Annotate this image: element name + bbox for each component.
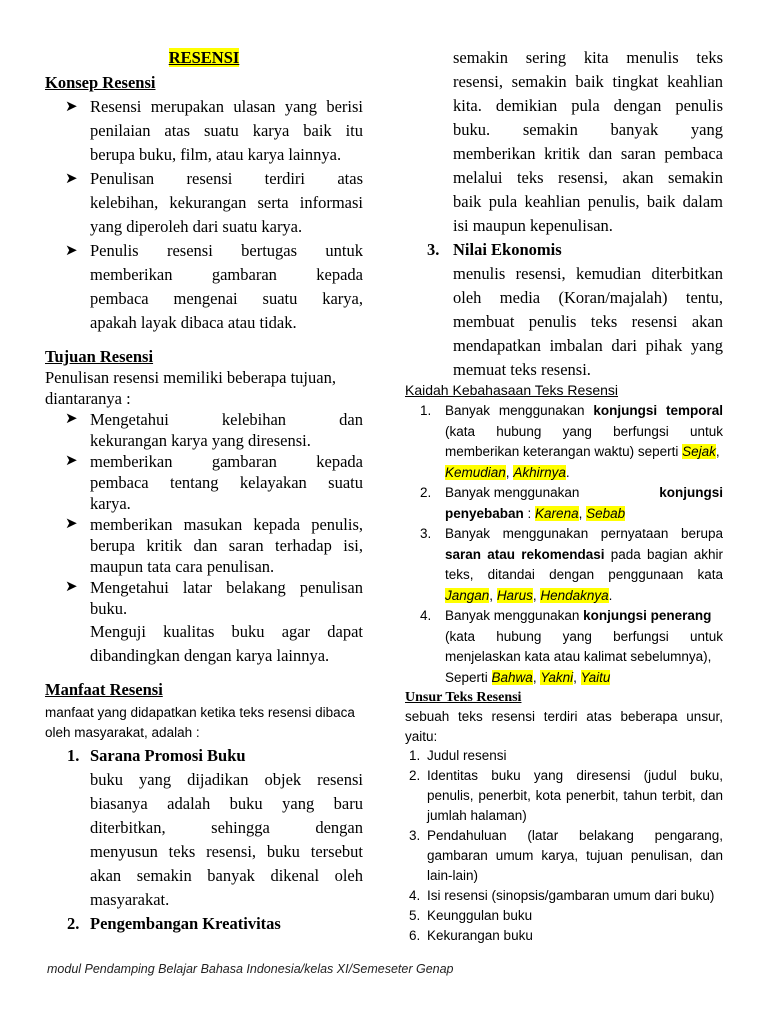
highlight-word: Kemudian [445,464,506,480]
highlight-word: Sebab [586,505,626,521]
manfaat-item-3-title-text: Nilai Ekonomis [453,240,562,259]
tujuan-intro-line-1: Penulisan resensi memiliki beberapa tujuan, [45,368,336,387]
highlight-word: Yakni [540,669,574,685]
tujuan-extra-line-2: dibandingkan dengan karya lainnya. [90,646,330,665]
konsep-item-3-line-1: Penulis resensi bertugas untuk [90,241,363,260]
manfaat-item-2-line-7: baik pula keahlian penulis, baik dalam [453,192,723,211]
tujuan-item-1 [45,409,363,451]
arrowhead-bullet-icon: ➤ [65,171,78,187]
kaidah-item-1-line-4: Kemudian, Akhirnya. [445,464,570,480]
kaidah-item-4-number: 4. [420,608,432,623]
kaidah-list [405,401,723,688]
unsur-list [405,746,723,946]
arrowhead-bullet-icon: ➤ [65,243,78,259]
arrowhead-bullet-icon: ➤ [65,99,78,115]
manfaat-item-1 [45,744,363,936]
kaidah-item-2-line-1 [445,483,723,504]
kaidah-item-3-line-4: Jangan, Harus, Hendaknya. [445,587,613,603]
unsur-item-2-number: 2. [409,768,421,783]
unsur-intro-line-2: yaitu: [405,728,438,744]
kaidah-item-1 [405,401,723,483]
unsur-item-5 [405,906,723,926]
kaidah-item-4-line-2: (kata hubung yang berfungsi untuk [445,628,723,644]
tujuan-section [45,346,363,668]
kaidah-item-3-end: . [608,587,613,603]
kaidah-item-4-keyword: konjungsi penerang [583,608,712,623]
tujuan-item-3 [45,514,363,577]
kaidah-item-2-text: Banyak menggunakan [445,485,580,500]
arrowhead-bullet-icon: ➤ [65,453,78,469]
manfaat-item-3-line-3: membuat penulis teks resensi akan [453,312,723,331]
kaidah-item-4-line-1 [445,606,723,627]
unsur-item-3-line-2: gambaran umum karya, tujuan penulisan, dan [427,848,723,863]
highlight-word: Karena [535,505,579,521]
tujuan-extra-line-1: Menguji kualitas buku agar dapat [90,622,363,641]
unsur-item-1 [405,746,723,766]
kaidah-item-1-line-3 [445,442,723,463]
unsur-item-5-line-1: Keunggulan buku [427,908,533,923]
unsur-item-2-line-3: jumlah halaman) [427,808,527,823]
manfaat-item-1-number: 1. [67,746,80,765]
kaidah-item-4-text: Banyak menggunakan [445,608,584,623]
kaidah-item-4-line-4: Seperti Bahwa, Yakni, Yaitu [445,669,611,685]
unsur-item-6-number: 6. [409,928,421,943]
konsep-item-2-line-3: yang diperoleh dari suatu karya. [90,217,303,236]
manfaat-item-2-title [45,912,363,936]
kaidah-item-1-text: Banyak menggunakan [445,403,594,418]
manfaat-item-2-line-8: isi maupun kepenulisan. [453,216,613,235]
manfaat-section [45,678,363,936]
tujuan-item-4-line-2: buku. [90,599,128,618]
konsep-item-2 [45,167,363,239]
unsur-item-2-line-1: Identitas buku yang diresensi (judul buku, [427,768,723,783]
konsep-heading: Konsep Resensi [45,73,156,92]
page-title [45,46,363,70]
konsep-item-3-line-3: pembaca mengenai suatu karya, [90,289,363,308]
highlight-word: Harus [496,587,533,603]
arrowhead-bullet-icon: ➤ [65,411,78,427]
kaidah-item-1-number: 1. [420,403,432,418]
highlight-word: Bahwa [491,669,533,685]
konsep-item-2-line-1: Penulisan resensi terdiri atas [90,169,363,188]
manfaat-item-1-line-4: menyusun teks resensi, buku tersebut [90,842,363,861]
highlight-word: Yaitu [580,669,611,685]
unsur-item-6 [405,926,723,946]
tujuan-item-1-line-2: kekurangan karya yang diresensi. [90,431,311,450]
kaidah-item-2-line-2: penyebaban : Karena, Sebab [445,505,626,521]
manfaat-item-2-line-6: melalui teks resensi, akan semakin [453,168,723,187]
manfaat-item-1-title [45,744,363,768]
kaidah-item-4-line-3: menjelaskan kata atau kalimat sebelumnya), [445,649,712,664]
kaidah-item-3-keyword: saran atau rekomendasi [445,546,605,562]
manfaat-intro-line-2: oleh masyarakat, adalah : [45,724,200,740]
unsur-item-1-number: 1. [409,748,421,763]
tujuan-item-2-line-3: karya. [90,494,131,513]
arrowhead-bullet-icon: ➤ [65,516,78,532]
unsur-item-3-line-3: lain-lain) [427,868,479,883]
manfaat-item-1-title-text: Sarana Promosi Buku [90,746,246,765]
manfaat-continued [405,46,723,382]
tujuan-item-2-line-1: memberikan gambaran kepada [90,452,363,471]
manfaat-item-2-line-4: buku. semakin banyak yang [453,120,723,139]
tujuan-item-3-line-2: berupa kritik dan saran terhadap isi, [90,536,363,555]
kaidah-item-1-keyword: konjungsi temporal [593,403,723,418]
manfaat-item-1-line-1: buku yang dijadikan objek resensi [90,770,363,789]
manfaat-item-3-line-5: memuat teks resensi. [453,360,591,379]
page-title-text: RESENSI [168,48,240,67]
kaidah-item-1-comma: , [715,444,720,459]
konsep-item-1-line-2: penilaian atas suatu karya baik itu [90,121,363,140]
highlight-word: Hendaknya [540,587,609,603]
tujuan-heading: Tujuan Resensi [45,347,154,366]
unsur-intro [405,707,723,746]
manfaat-item-2-number: 2. [67,914,80,933]
kaidah-item-1-line-2: (kata hubung yang berfungsi untuk [445,423,723,439]
manfaat-item-1-line-2: biasanya adalah buku yang baru [90,794,363,813]
manfaat-item-3-line-4: mendapatkan imbalan dari pihak yang [453,336,723,355]
konsep-item-1 [45,95,363,167]
unsur-intro-line-1: sebuah teks resensi terdiri atas beberapa unsur, [405,709,723,724]
page-footer: modul Pendamping Belajar Bahasa Indonesia/kelas XI/Semeseter Genap [47,962,454,976]
manfaat-item-3-title [405,238,723,262]
kaidah-item-3 [405,524,723,606]
unsur-item-4 [405,886,723,906]
kaidah-item-3-number: 3. [420,526,432,541]
konsep-section [45,71,363,335]
manfaat-intro [45,703,363,742]
kaidah-item-2-keyword: konjungsi [659,485,723,500]
tujuan-extra [45,620,363,668]
unsur-item-6-line-1: Kekurangan buku [427,928,533,943]
highlight-word: Sejak [682,444,716,459]
tujuan-item-3-line-1: memberikan masukan kepada penulis, [90,515,363,534]
unsur-item-2-line-2: penulis, penerbit, kota penerbit, tahun terbit, dan [427,788,723,803]
manfaat-item-3-line-2: oleh media (Koran/majalah) tentu, [453,288,723,307]
konsep-item-3 [45,239,363,335]
konsep-item-2-line-2: kelebihan, kekurangan serta informasi [90,193,363,212]
manfaat-item-3-body [405,262,723,382]
manfaat-item-3-line-1: menulis resensi, kemudian diterbitkan [453,264,723,283]
tujuan-intro-line-2: diantaranya : [45,389,131,408]
unsur-heading: Unsur Teks Resensi [405,690,522,705]
tujuan-item-2-line-2: pembaca tentang kelayakan suatu [90,473,363,492]
kaidah-item-3-text: pada bagian akhir [604,546,723,562]
konsep-item-3-line-4: apakah layak dibaca atau tidak. [90,313,297,332]
manfaat-item-2-title-text: Pengembangan Kreativitas [90,914,281,933]
manfaat-item-2-body [405,46,723,238]
unsur-item-5-number: 5. [409,908,421,923]
kaidah-item-4 [405,606,723,688]
kaidah-item-2-number: 2. [420,485,432,500]
konsep-item-3-line-2: memberikan gambaran kepada [90,265,363,284]
manfaat-item-1-line-6: masyarakat. [90,890,170,909]
manfaat-item-2-line-1: semakin sering kita menulis teks [453,48,723,67]
unsur-section [405,688,723,946]
highlight-word: Akhirnya [513,464,566,480]
manfaat-item-2-line-2: resensi, semakin baik tingkat keahlian [453,72,723,91]
tujuan-item-1-line-1: Mengetahui kelebihan dan [90,410,363,429]
unsur-item-4-line-1: Isi resensi (sinopsis/gambaran umum dari buku) [427,888,715,903]
kaidah-item-1-line-3-text: memberikan keterangan waktu) seperti [445,444,683,459]
kaidah-item-3-line-1: Banyak menggunakan pernyataan berupa [445,526,723,541]
kaidah-item-4-line-4-text: Seperti [445,669,492,685]
kaidah-item-3-line-3: teks, ditandai dengan penggunaan kata [445,567,723,582]
kaidah-heading: Kaidah Kebahasaan Teks Resensi [405,382,619,398]
unsur-item-3-line-1: Pendahuluan (latar belakang pengarang, [427,828,723,843]
kaidah-item-3-line-2 [445,545,723,566]
kaidah-item-1-end: . [565,464,570,480]
unsur-item-1-line-1: Judul resensi [427,748,507,763]
kaidah-item-2 [405,483,723,524]
manfaat-intro-line-1: manfaat yang didapatkan ketika teks resensi dibaca [45,705,355,720]
kaidah-item-1-line-1 [445,401,723,422]
manfaat-heading: Manfaat Resensi [45,680,163,699]
highlight-word: Jangan [445,587,490,603]
manfaat-item-3-number: 3. [427,240,440,259]
unsur-item-3 [405,826,723,886]
konsep-item-1-line-3: berupa buku, film, atau karya lainnya. [90,145,342,164]
tujuan-item-3-line-3: maupun tata cara penulisan. [90,557,275,576]
manfaat-item-1-body [45,768,363,912]
kaidah-item-2-keyword-2: penyebaban [445,505,524,521]
kaidah-section [405,381,723,688]
manfaat-item-2-line-5: memberikan kritik dan saran pembaca [453,144,723,163]
manfaat-item-1-line-3: diterbitkan, sehingga dengan [90,818,363,837]
tujuan-item-2 [45,451,363,514]
arrowhead-bullet-icon: ➤ [65,579,78,595]
unsur-item-2 [405,766,723,826]
kaidah-item-2-colon: : [523,505,536,521]
tujuan-item-4-line-1: Mengetahui latar belakang penulisan [90,578,363,597]
manfaat-item-1-line-5: akan semakin banyak dikenal oleh [90,866,363,885]
unsur-item-4-number: 4. [409,888,421,903]
unsur-item-3-number: 3. [409,828,421,843]
konsep-item-1-line-1: Resensi merupakan ulasan yang berisi [90,97,363,116]
manfaat-item-2-line-3: kita. demikian pula dengan penulis [453,96,723,115]
tujuan-item-4 [45,577,363,619]
